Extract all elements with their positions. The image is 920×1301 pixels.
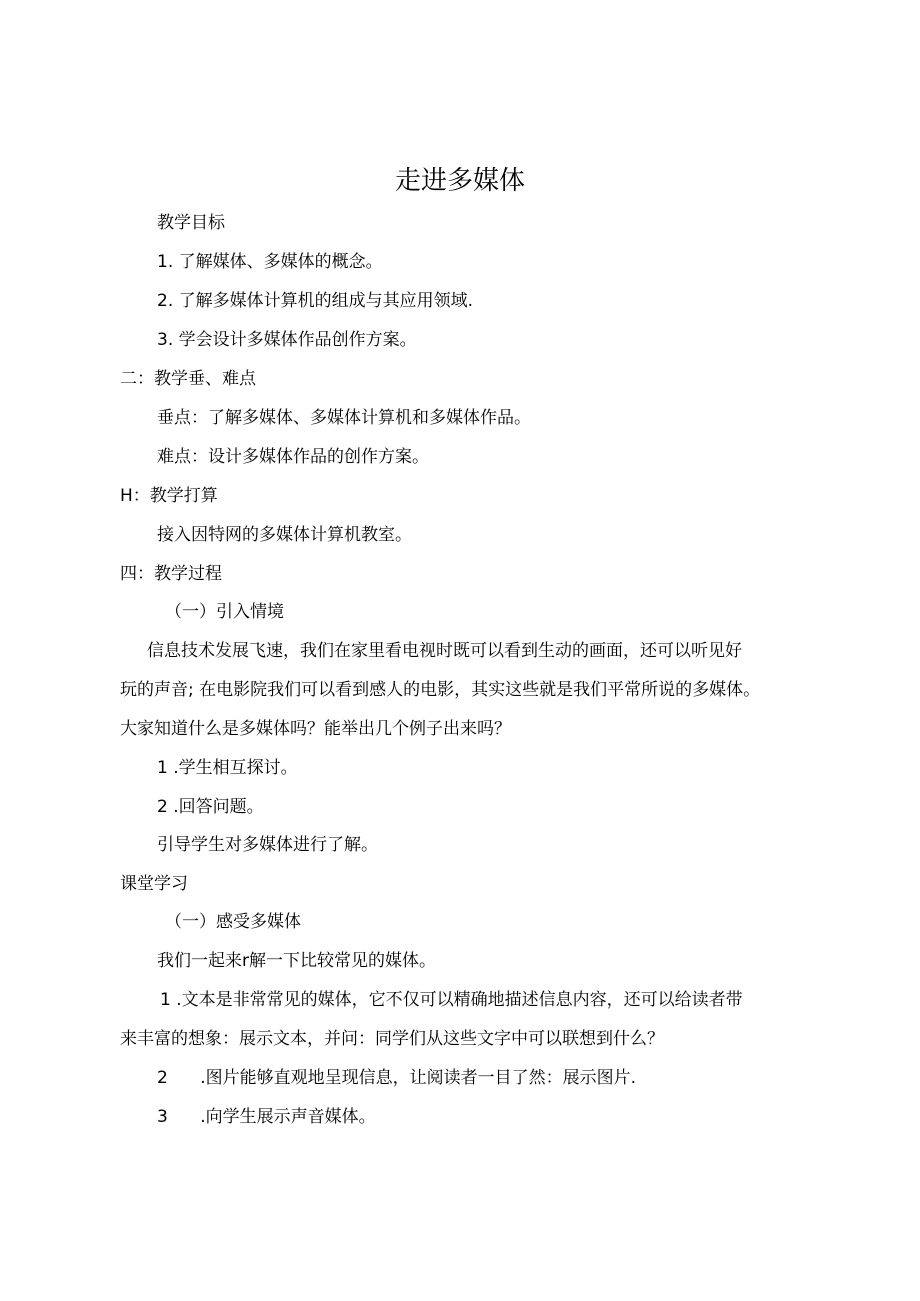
difficult-point-text: 难点：设计多媒体作品的创作方案。 (157, 447, 429, 467)
subsection-intro: （一）引入情境 (165, 602, 284, 622)
paragraph-line: 我们一起来r解一下比较常见的媒体。 (157, 951, 436, 971)
section-heading-class-study: 课堂学习 (120, 874, 188, 894)
subsection-experience: （一）感受多媒体 (165, 912, 301, 932)
list-item: 1 .学生相互探讨。 (157, 758, 298, 778)
objective-item-2: 2. 了解多媒体计算机的组成与其应用领域. (157, 291, 474, 311)
objective-item-3: 3. 学会设计多媒体作品创作方案。 (157, 330, 417, 350)
preparation-text: 接入因特网的多媒体计算机教室。 (157, 525, 412, 545)
section-heading-process: 四：教学过程 (120, 564, 222, 584)
paragraph-line: 引导学生对多媒体进行了解。 (157, 835, 378, 855)
paragraph-line: 来丰富的想象：展示文本，并问：同学们从这些文字中可以联想到什么？ (120, 1029, 664, 1049)
objective-item-1: 1. 了解媒体、多媒体的概念。 (157, 252, 383, 272)
list-item: 1 .文本是非常常见的媒体，它不仅可以精确地描述信息内容，还可以给读者带 (160, 990, 743, 1010)
section-heading-objectives: 教学目标 (157, 213, 225, 233)
document-title: 走进多媒体 (394, 166, 525, 196)
section-heading-preparation: H：教学打算 (120, 486, 218, 506)
paragraph-line: 信息技术发展飞速，我们在家里看电视时既可以看到生动的画面，还可以听见好 (147, 641, 742, 661)
list-item: 2 .图片能够直观地呈现信息，让阅读者一目了然：展示图片. (157, 1068, 637, 1088)
list-item: 3 .向学生展示声音媒体。 (157, 1107, 376, 1127)
paragraph-line: 玩的声音; 在电影院我们可以看到感人的电影，其实这些就是我们平常所说的多媒体。 (120, 680, 761, 700)
list-item: 2 .回答问题。 (157, 797, 264, 817)
paragraph-line: 大家知道什么是多媒体吗？能举出几个例子出来吗？ (120, 719, 511, 739)
key-point-text: 垂点：了解多媒体、多媒体计算机和多媒体作品。 (157, 408, 531, 428)
section-heading-key-points: 二：教学垂、难点 (120, 369, 256, 389)
